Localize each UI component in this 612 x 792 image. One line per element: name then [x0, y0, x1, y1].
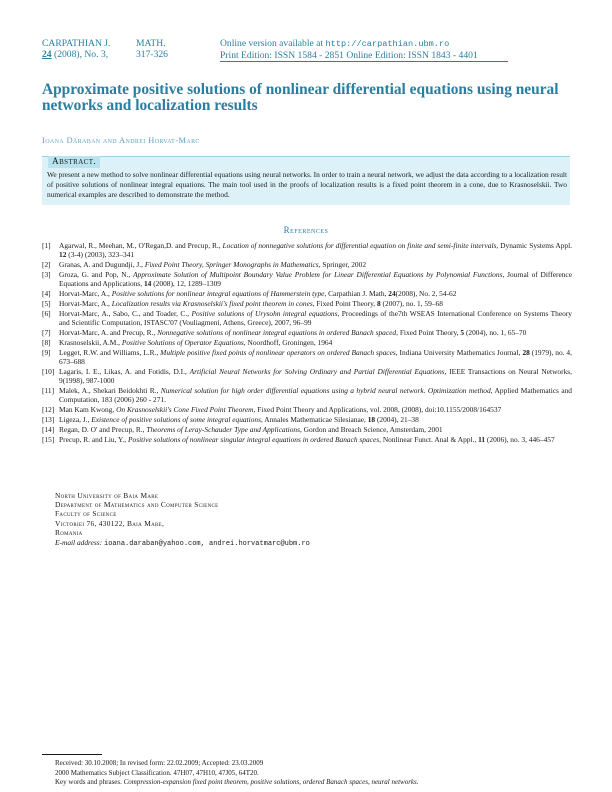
reference-volume: 24	[388, 289, 396, 299]
reference-source: , Annales Mathematicae Silesianae,	[260, 415, 368, 425]
reference-number: [15]	[42, 435, 55, 445]
reference-authors: Ligeza, J.,	[59, 415, 92, 425]
paper-title: Approximate positive solutions of nonlinear differential equations using neural networks and localization results	[42, 81, 559, 114]
reference-body	[59, 299, 443, 308]
reference-body	[59, 338, 332, 347]
journal-header	[42, 38, 168, 60]
reference-authors: Horvat-Marc, A.,	[59, 299, 112, 309]
reference-body	[59, 367, 572, 385]
msc-codes: 47H07, 47H10, 47J05, 64T20.	[171, 768, 259, 777]
reference-title: Multiple positive fixed points of nonlinear operators on ordered Banach spaces	[160, 348, 396, 358]
reference-number: [14]	[42, 425, 55, 435]
reference-details: (2004), no. 1, 65–70	[464, 328, 527, 338]
reference-number: [13]	[42, 415, 55, 425]
reference-body	[59, 348, 572, 366]
reference-title: Positive solutions of nonlinear singular integral equations in ordered Banach spaces	[127, 435, 380, 445]
reference-authors: Horvat-Marc, A., Sabo, C., and Toader, C.,	[59, 309, 192, 319]
reference-number: [11]	[42, 386, 55, 396]
reference-details: (2006), no. 3, 446–457	[485, 435, 555, 445]
reference-volume: 11	[478, 435, 486, 445]
journal-subject: MATH.	[136, 38, 166, 49]
reference-item	[42, 405, 572, 414]
reference-source: , Noordhoff, Groningen, 1964	[243, 338, 333, 348]
reference-title: Artificial Neural Networks for Solving Ordinary and Partial Differential Equations	[189, 367, 445, 377]
reference-volume: 28	[522, 348, 530, 358]
online-url-link[interactable]: http://carpathian.ubm.ro	[325, 39, 450, 49]
reference-number: [8]	[42, 338, 51, 348]
reference-body	[59, 415, 419, 424]
reference-authors: Groza, G. and Pop, N.,	[59, 270, 134, 280]
reference-source: , Fixed Point Theory,	[312, 299, 377, 309]
reference-item	[42, 299, 572, 308]
reference-body	[59, 260, 366, 269]
reference-item	[42, 270, 572, 288]
reference-source: , Carpathian J. Math,	[324, 289, 389, 299]
reference-item	[42, 435, 572, 444]
reference-body	[59, 241, 572, 259]
affiliation-line: Faculty of Science	[55, 509, 117, 519]
reference-source: , Dynamic Systems Appl.	[496, 241, 572, 250]
header-rule	[220, 61, 508, 62]
reference-number: [5]	[42, 299, 51, 309]
journal-pages: 317-326	[136, 49, 168, 60]
reference-volume: 14	[143, 279, 152, 289]
email-block	[55, 538, 310, 548]
reference-source: , Proceedings of the7th WSEAS International Conference on Systems Theory and Scientific Computation, ISTASC'07 (Vouliagmeni, Athens, Greece), 2007, 96–99	[59, 309, 572, 328]
reference-source: , Fixed Point Theory,	[396, 328, 461, 338]
reference-details: (2008), No. 2, 54-62	[395, 289, 457, 299]
reference-details: (1979), no. 4, 673–688	[59, 348, 572, 367]
reference-source: , Journal of Difference Equations and Applications,	[59, 270, 572, 289]
abstract-label: Abstract.	[48, 156, 100, 168]
keywords: Compression-expansion fixed point theorem, positive solutions, ordered Banach spaces, neural networks.	[121, 778, 419, 787]
affiliation-line: North University of Baia Mare	[55, 491, 159, 500]
affiliation-line: Department of Mathematics and Computer Science	[55, 500, 219, 510]
reference-authors: Krasnoselskii, A.M.,	[59, 338, 122, 348]
reference-authors: Agarwal, R., Meehan, M., O'Regan,D. and Precup, R.,	[59, 241, 223, 250]
reference-body	[59, 435, 555, 444]
reference-source: , Springer, 2002	[318, 260, 367, 270]
reference-item	[42, 289, 572, 298]
reference-title: Location of nonnegative solutions for differential equation on finite and semi-finite intervals	[222, 241, 497, 250]
reference-authors: Lagaris, I. E., Likas, A. and Fotidis, D.I.,	[59, 367, 190, 377]
reference-title: Positive Solutions of Operator Equations	[121, 338, 244, 348]
reference-number: [3]	[42, 270, 51, 280]
reference-source: , Nonlinear Funct. Anal & Appl.,	[379, 435, 479, 445]
reference-number: [1]	[42, 241, 51, 250]
reference-body	[59, 328, 526, 337]
reference-item	[42, 367, 572, 385]
reference-details: (2004), 21–38	[375, 415, 419, 425]
reference-title: On Krasnoselskii's Cone Fixed Point Theorem	[116, 405, 254, 415]
reference-title: Positive solutions for nonlinear integral equations of Hammerstein type	[111, 289, 325, 299]
reference-body	[59, 270, 572, 288]
footnotes	[55, 759, 419, 788]
reference-volume: 12	[59, 250, 67, 260]
affiliation-line: Victoriei 76, 430122, Baia Mare,	[55, 518, 165, 528]
reference-volume: 5	[460, 328, 465, 338]
reference-authors: Regan, D. O' and Precup, R.,	[59, 425, 147, 435]
reference-title: Theorems of Leray-Schauder Type and Applications	[146, 425, 300, 435]
reference-body	[59, 386, 572, 404]
reference-item	[42, 309, 572, 327]
msc-label: 2000 Mathematics Subject Classification.	[55, 768, 172, 777]
reference-title: Nonnegative solutions of nonlinear integral equations in ordered Banach spaced	[157, 328, 397, 338]
reference-number: [10]	[42, 367, 55, 377]
reference-item	[42, 338, 572, 347]
reference-authors: Man Kam Kwong,	[59, 405, 117, 415]
keywords-label: Key words and phrases.	[55, 778, 122, 787]
reference-authors: Horvat-Marc, A.,	[59, 289, 112, 299]
references-heading: References	[283, 225, 329, 235]
print-edition: Print Edition: ISSN 1584 - 2851 Online Edition: ISSN 1843 - 4401	[220, 50, 478, 61]
abstract-text: We present a new method to solve nonlinear differential equations using neural networks. In order to train a neural network, we adjust the data according to a localization result of positive solutions of nonlinear integral equations. The main tool used in the proofs of localization results is a fixed point theorem in a cone, due to Krasnoselskii. Two numerical examples are described to demonstrate the method.	[47, 170, 567, 199]
reference-title: Fixed Point Theory, Springer Monographs in Mathematics	[144, 260, 319, 270]
paper-authors: Ioana Dăraban and Andrei Horvat-Marc	[42, 135, 200, 145]
journal-volume: 24	[42, 49, 52, 60]
reference-body	[59, 289, 456, 298]
reference-details: (2007), no. 1, 59–68	[380, 299, 443, 309]
email-addresses[interactable]: ioana.daraban@yahoo.com, andrei.horvatmarc@ubm.ro	[104, 540, 310, 548]
footnote-rule	[42, 754, 102, 755]
reference-number: [4]	[42, 289, 51, 299]
reference-source: , IEEE Transactions on Neural Networks, 9(1998), 987-1000	[59, 367, 573, 386]
references-list	[42, 241, 572, 445]
reference-details: (2008), 12, 1289–1309	[151, 279, 221, 289]
reference-source: , Indiana University Mathematics Journal,	[395, 348, 523, 358]
email-label: E-mail address:	[55, 538, 103, 547]
reference-body	[59, 309, 572, 327]
reference-number: [12]	[42, 405, 55, 415]
reference-item	[42, 328, 572, 337]
edition-info	[220, 38, 478, 61]
reference-item	[42, 241, 572, 259]
reference-details: (3-4) (2003), 323–341	[66, 250, 135, 260]
reference-authors: Precup, R. and Liu, Y.,	[59, 435, 128, 445]
reference-authors: Granas, A. and Dugundji, J.,	[59, 260, 145, 270]
footnote-dates: Received: 30.10.2008; In revised form: 22.02.2009; Accepted: 23.03.2009	[55, 759, 264, 767]
reference-authors: Malek, A., Shekari Beidokhti R.,	[59, 386, 161, 396]
journal-name: CARPATHIAN J.	[42, 38, 111, 49]
reference-number: [9]	[42, 348, 51, 358]
reference-source: , Gordon and Breach Science, Amsterdam, 2001	[299, 425, 443, 435]
reference-body	[59, 405, 501, 414]
reference-title: Existence of positive solutions of some integral equations	[91, 415, 261, 425]
reference-title: Numerical solution for high order differential equations using a hybrid neural network. Optimization method	[160, 386, 491, 396]
reference-source: , Applied Mathematics and Computation, 183 (2006) 260 - 271.	[59, 386, 572, 405]
online-prefix: Online version available at	[220, 38, 326, 49]
reference-item	[42, 348, 572, 366]
reference-number: [6]	[42, 309, 51, 319]
reference-authors: Horvat-Marc, A. and Precup, R.,	[59, 328, 158, 338]
affiliation-line: Romania	[55, 527, 83, 537]
reference-volume: 18	[367, 415, 376, 425]
reference-item	[42, 260, 572, 269]
reference-title: Localization results via Krasnoselskii's fixed point theorem in cones	[111, 299, 313, 309]
reference-body	[59, 425, 443, 434]
reference-item	[42, 425, 572, 434]
reference-item	[42, 386, 572, 404]
reference-number: [7]	[42, 328, 51, 338]
reference-authors: Legget, R.W. and Williams, L.R.,	[59, 348, 161, 358]
reference-volume: 8	[377, 299, 381, 309]
affiliation-block	[55, 491, 219, 537]
reference-item	[42, 415, 572, 424]
reference-title: Positive solutions of Urysohn integral equations	[191, 309, 338, 319]
journal-year-issue: (2008), No. 3,	[54, 49, 109, 60]
reference-title: Approximate Solution of Multipoint Boundary Value Problem for Linear Differential Equations by Polynomial Functions	[133, 270, 503, 280]
reference-source: , Fixed Point Theory and Applications, vol. 2008, (2008), doi:10.1155/2008/164537	[253, 405, 502, 415]
reference-number: [2]	[42, 260, 51, 270]
